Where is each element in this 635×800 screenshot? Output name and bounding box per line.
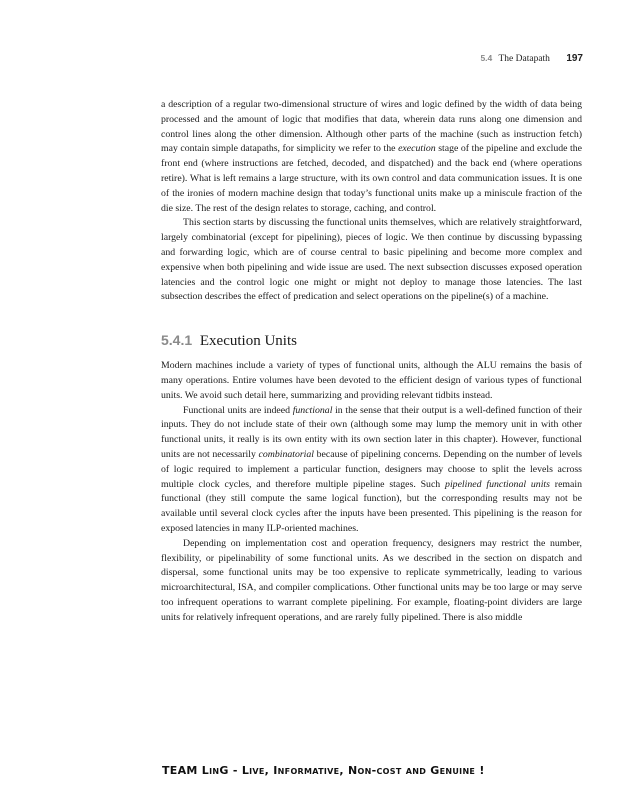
- running-head: [480, 53, 583, 64]
- paragraph-4-text-2: in the sense that their output is a well-defined function of their inputs. They do not include state of their own (although some may lump the memory unit in with other functional units, it really is its own entity with its own section later in this chapter). However, functional units are not necessarily: [161, 404, 582, 460]
- paragraph-1: [161, 98, 582, 216]
- body-text: [161, 98, 582, 626]
- section-heading: [161, 330, 582, 351]
- section-number: 5.4.1: [161, 332, 193, 349]
- paragraph-1-emphasis: execution: [398, 143, 436, 155]
- paragraph-4-emphasis-2: combinatorial: [258, 448, 315, 460]
- header-section-number: 5.4: [480, 53, 493, 63]
- page-number: 197: [566, 53, 583, 64]
- footer-banner: TEAM LinG - Live, Informative, Non-cost and Genuine !: [162, 764, 485, 777]
- header-section-title: The Datapath: [498, 54, 550, 64]
- paragraph-4: [161, 404, 582, 537]
- paragraph-4-text-4: remain functional (they still compute the same logical function), but the corresponding results may not be available until several clock cycles after the inputs have been presented. This pipelining is the reason for exposed latencies in many ILP-oriented machines.: [161, 478, 583, 534]
- paragraph-5: Depending on implementation cost and operation frequency, designers may restrict the number, flexibility, or pipelinability of some functional units. As we described in the section on dispatch and dispersal, some functional units may be too expensive to replicate symmetrically, leading to various microarchitectural, ISA, and compiler complications. Other functional units may be too large or may serve too infrequent operations to warrant complete pipelining. For example, floating-point dividers are large units for relatively infrequent operations, and are rarely fully pipelined. There is also middle: [161, 537, 582, 623]
- paragraph-4-emphasis-1: functional: [292, 404, 333, 416]
- paragraph-4-text-1: Functional units are indeed: [183, 404, 293, 416]
- paragraph-1-text: a description of a regular two-dimensional structure of wires and logic defined by the width of data being processed and the amount of logic that modifies that data, wherein data runs along one dimension and control lines along the other dimension. Although other parts of the machine (such as instruction fetch) may contain simple datapaths, for simplicity we refer to the: [161, 99, 582, 155]
- paragraph-2: This section starts by discussing the functional units themselves, which are relatively straightforward, largely combinatorial (except for pipelining), pieces of logic. We then continue by discussing bypassing and forwarding logic, which are of course central to basic pipelining and become more complex and expensive when both pipelining and wide issue are used. The next subsection discusses exposed operation latencies and the control logic one might or might not deploy to manage those latencies. The last subsection describes the effect of predication and select operations on the pipeline(s) of a machine.: [161, 217, 582, 303]
- section-title: Execution Units: [199, 333, 297, 350]
- paragraph-4-text-3: because of pipelining concerns. Depending on the number of levels of logic required to implement a particular function, designers may choose to split the levels across multiple clock cycles, and therefore multiple pipeline stages. Such: [161, 448, 582, 490]
- paragraph-1-text-b: stage of the pipeline and exclude the front end (where instructions are fetched, decoded, and dispatched) and the back end (where operations retire). What is left remains a large structure, with its own control and data communication issues. It is one of the ironies of modern machine design that today’s functional units make up a miniscule fraction of the die size. The rest of the design relates to storage, caching, and control.: [161, 143, 582, 214]
- paragraph-4-emphasis-3: pipelined functional units: [445, 478, 550, 490]
- paragraph-3: Modern machines include a variety of types of functional units, although the ALU remains the basis of many operations. Entire volumes have been devoted to the efficient design of various types of functional units. We avoid such detail here, summarizing and providing relevant tidbits instead.: [161, 360, 582, 401]
